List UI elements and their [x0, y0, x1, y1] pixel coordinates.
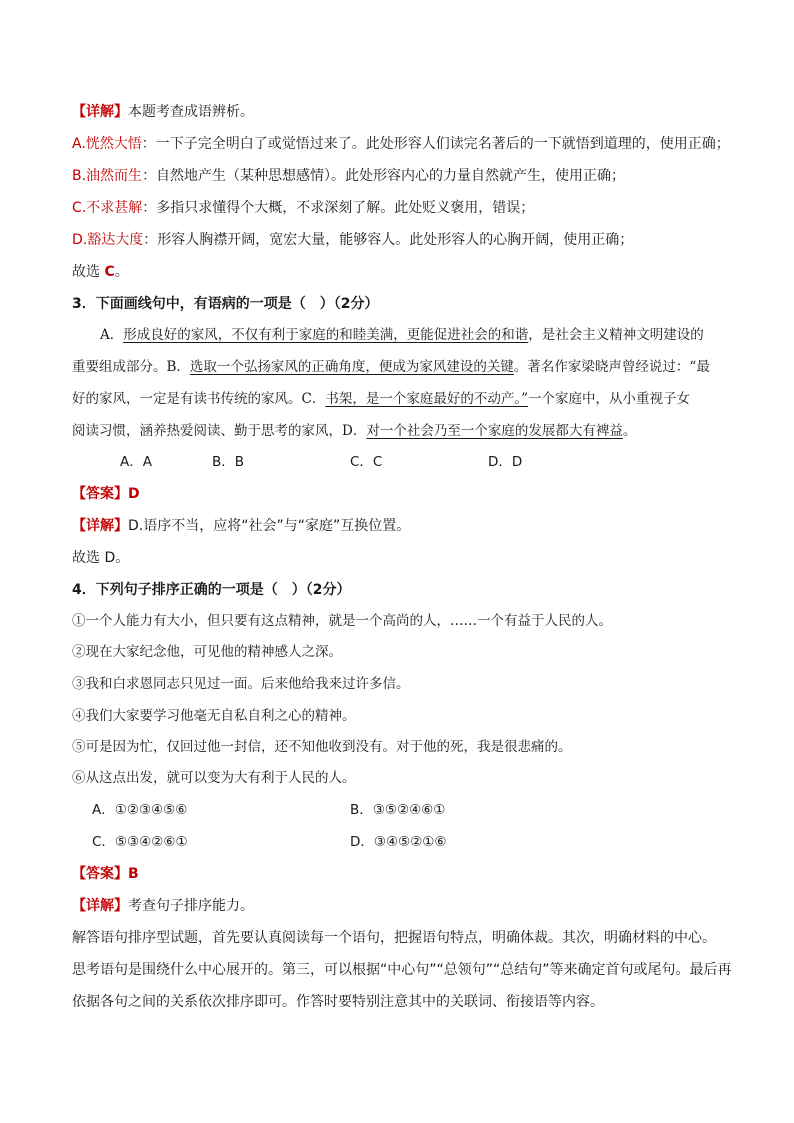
q4-option-c: C．⑤③④②⑥① [92, 834, 188, 850]
q3-stem: 3．下面画线句中，有语病的一项是（ ）（2分） [72, 296, 379, 312]
q3-answer: 【答案】D [72, 486, 140, 502]
q4-sentence-1: ①一个人能力有大小，但只要有这点精神，就是一个高尚的人，……一个有益于人民的人。 [72, 613, 612, 629]
q4-answer: 【答案】B [72, 866, 139, 882]
q4-stem: 4．下列句子排序正确的一项是（ ）（2分） [72, 582, 351, 598]
q2-option-a-explain: A.恍然大悟：一下子完全明白了或觉悟过来了。此处形容人们读完名著后的一下就悟到道理的，使用正确； [72, 136, 730, 152]
q4-explain-line-2: 思考语句是围绕什么中心展开的。第三，可以根据“中心句”“总领句”“总结句”等来确定首句或尾句。最后再 [72, 962, 732, 978]
q4-sentence-4: ④我们大家要学习他毫无自私自利之心的精神。 [72, 708, 356, 724]
q4-explain-line-1: 解答语句排序型试题，首先要认真阅读每一个语句，把握语句特点，明确体裁。其次，明确材料的中心。 [72, 930, 716, 946]
q3-passage-line-3: 好的家风，一定是有读书传统的家风。C．书架，是一个家庭最好的不动产。”一个家庭中，从小重视子女 [72, 391, 690, 407]
q4-sentence-2: ②现在大家纪念他，可见他的精神感人之深。 [72, 644, 342, 660]
q2-option-d-explain: D.豁达大度：形容人胸襟开阔，宽宏大量，能够容人。此处形容人的心胸开阔，使用正确； [72, 232, 634, 248]
q4-sentence-3: ③我和白求恩同志只见过一面。后来他给我来过许多信。 [72, 676, 410, 692]
q4-explain-line-3: 依据各句之间的关系依次排序即可。作答时要特别注意其中的关联词、衔接语等内容。 [72, 994, 604, 1010]
q4-detail: 【详解】考查句子排序能力。 [72, 898, 254, 914]
q4-sentence-6: ⑥从这点出发，就可以变为大有利于人民的人。 [72, 770, 356, 786]
q2-option-c-explain: C.不求甚解：多指只求懂得个大概，不求深刻了解。此处贬义褒用，错误； [72, 200, 535, 216]
q2-conclusion: 故选 C。 [72, 264, 129, 280]
q3-passage-line-1: A．形成良好的家风，不仅有利于家庭的和睦美满，更能促进社会的和谐，是社会主义精神文明建设的 [100, 327, 704, 343]
q4-option-d: D．③④⑤②①⑥ [350, 834, 447, 850]
q2-detail: 【详解】本题考查成语辨析。 [72, 104, 254, 120]
q4-sentence-5: ⑤可是因为忙，仅回过他一封信，还不知他收到没有。对于他的死，我是很悲痛的。 [72, 739, 572, 755]
q3-option-c: C．C [350, 454, 383, 470]
q3-passage-line-4: 阅读习惯，涵养热爱阅读、勤于思考的家风，D．对一个社会乃至一个家庭的发展都大有裨益。 [72, 423, 637, 439]
q3-conclusion: 故选 D。 [72, 550, 130, 566]
q3-option-a: A．A [120, 454, 152, 470]
q3-option-b: B．B [212, 454, 245, 470]
q4-option-b: B．③⑤②④⑥① [350, 802, 446, 818]
q3-detail: 【详解】D.语序不当，应将“社会”与“家庭”互换位置。 [72, 518, 411, 534]
q3-option-d: D．D [488, 454, 523, 470]
q3-passage-line-2: 重要组成部分。B．选取一个弘扬家风的正确角度，便成为家风建设的关键。著名作家梁晓声曾经说过：“最 [72, 359, 710, 375]
detail-tag: 【详解】 [72, 104, 128, 120]
q4-option-a: A．①②③④⑤⑥ [92, 802, 188, 818]
q2-option-b-explain: B.油然而生：自然地产生（某种思想感情）。此处形容内心的力量自然就产生，使用正确； [72, 168, 626, 184]
